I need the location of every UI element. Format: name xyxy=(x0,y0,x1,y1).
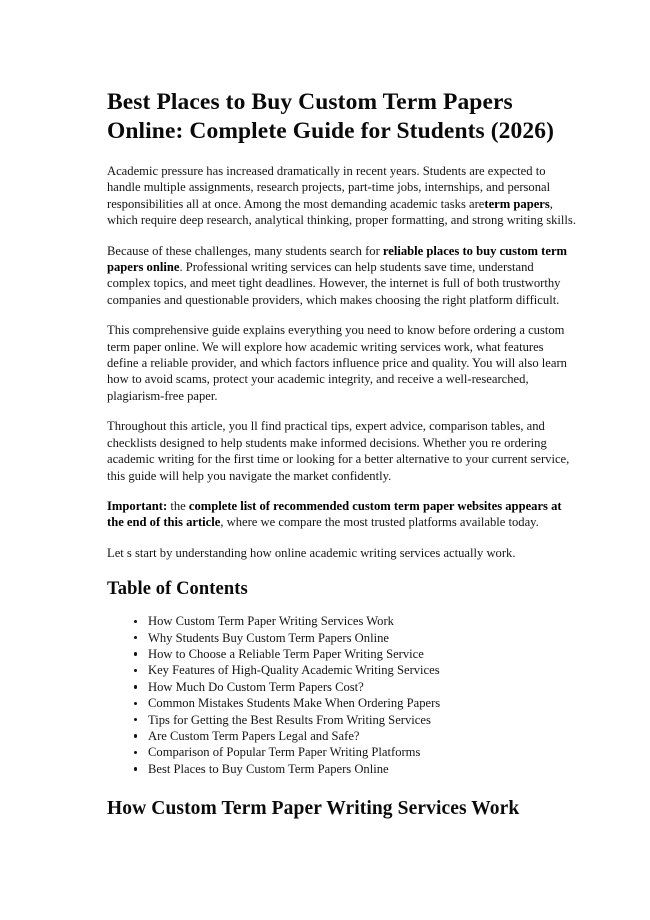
bullet-icon xyxy=(134,685,137,688)
list-item[interactable] xyxy=(134,761,578,777)
bullet-icon xyxy=(134,652,137,655)
paragraph-intro-emphasis: term papers xyxy=(484,196,550,211)
paragraph-intro xyxy=(107,163,578,229)
list-item-label: How Much Do Custom Term Papers Cost? xyxy=(148,679,364,694)
list-item-label: Why Students Buy Custom Term Papers Online xyxy=(148,630,389,645)
important-text-a: the xyxy=(167,498,189,513)
list-item-label: Common Mistakes Students Make When Ordering Papers xyxy=(148,696,441,711)
bullet-icon xyxy=(134,767,137,770)
paragraph-challenges-text-a: Because of these challenges, many students search for xyxy=(107,243,383,258)
paragraph-intro-text-b: , which require deep research, analytical thinking, proper formatting, and strong writing skills. xyxy=(107,196,576,228)
paragraph-challenges xyxy=(107,243,578,309)
bullet-icon xyxy=(134,718,137,721)
table-of-contents-list xyxy=(107,613,578,777)
list-item-label: Key Features of High-Quality Academic Writing Services xyxy=(148,663,440,678)
list-item[interactable] xyxy=(134,679,578,695)
list-item-label: How Custom Term Paper Writing Services Work xyxy=(148,614,394,629)
bullet-icon xyxy=(134,636,137,639)
important-emphasis: complete list of recommended custom term paper websites appears at the end of this article xyxy=(107,498,562,530)
bullet-icon xyxy=(134,751,137,754)
paragraph-article-scope: Throughout this article, you ll find practical tips, expert advice, comparison tables, and checklists designed to help students make informed decisions. Whether you re ordering academic writing for the first time or looking for a better alternative to your current service, this guide will help you navigate the market confidently. xyxy=(107,419,570,483)
table-of-contents-heading: Table of Contents xyxy=(107,579,248,600)
list-item-label: Tips for Getting the Best Results From Writing Services xyxy=(148,712,431,727)
list-item[interactable] xyxy=(134,646,578,662)
list-item[interactable] xyxy=(134,630,578,646)
paragraph-lets-start: Let s start by understanding how online academic writing services actually work. xyxy=(107,545,516,560)
paragraph-guide-overview: This comprehensive guide explains everything you need to know before ordering a custom term paper online. We will explore how academic writing services work, what features define a reliable provider, and which factors influence price and quality. You will also learn how to avoid scams, protect your academic integrity, and receive a well-researched, plagiarism-free paper. xyxy=(107,323,567,403)
list-item-label: How to Choose a Reliable Term Paper Writing Service xyxy=(148,646,424,661)
important-label: Important: xyxy=(107,498,168,513)
list-item[interactable] xyxy=(134,662,578,678)
list-item[interactable] xyxy=(134,695,578,711)
paragraph-important-note xyxy=(107,498,578,531)
paragraph-intro-text-a: Academic pressure has increased dramatically in recent years. Students are expected to handle multiple assignments, research projects, part-time jobs, internships, and personal responsibilities all at once. Among the most demanding academic tasks are xyxy=(107,164,551,211)
list-item-label: Comparison of Popular Term Paper Writing Platforms xyxy=(148,745,421,760)
list-item-label: Best Places to Buy Custom Term Papers Online xyxy=(148,761,389,776)
list-item-label: Are Custom Term Papers Legal and Safe? xyxy=(148,728,360,743)
list-item[interactable] xyxy=(134,728,578,744)
list-item[interactable] xyxy=(134,744,578,760)
important-text-b: , where we compare the most trusted platforms available today. xyxy=(220,515,539,530)
paragraph-challenges-emphasis: reliable places to buy custom term papers online xyxy=(107,243,568,275)
bullet-icon xyxy=(134,669,137,672)
list-item[interactable] xyxy=(134,712,578,728)
bullet-icon xyxy=(134,620,137,623)
bullet-icon xyxy=(134,734,137,737)
list-item[interactable] xyxy=(134,613,578,629)
section-heading-how-services-work: How Custom Term Paper Writing Services Work xyxy=(107,798,520,820)
page-title: Best Places to Buy Custom Term Papers Online: Complete Guide for Students (2026) xyxy=(107,89,555,144)
paragraph-challenges-text-b: . Professional writing services can help students save time, understand complex topics, and meet tight deadlines. However, the internet is full of both trustworthy companies and questionable providers, which makes choosing the right platform difficult. xyxy=(107,260,561,307)
bullet-icon xyxy=(134,702,137,705)
